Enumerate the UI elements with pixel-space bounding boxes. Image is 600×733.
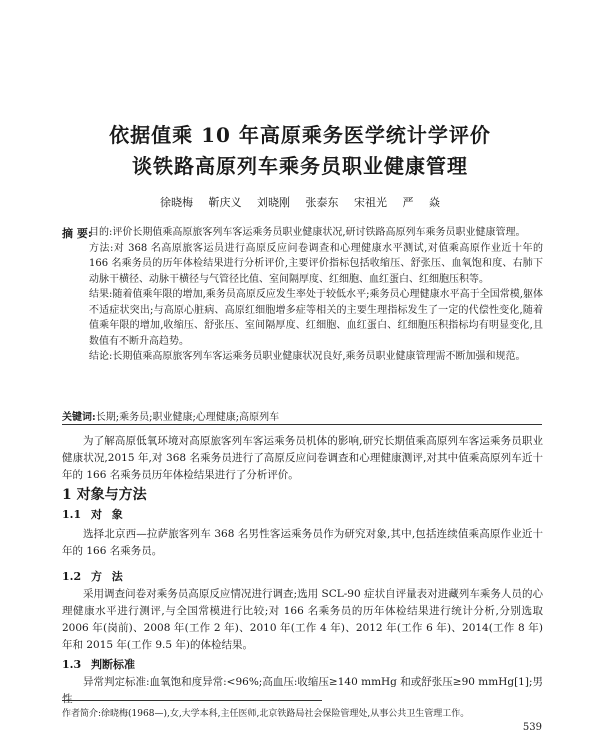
section-heading: 1 对象与方法 bbox=[62, 487, 147, 503]
intro-paragraph: 为了解高原低氧环境对高原旅客列车客运乘务员机体的影响,研究长期值乘高原列车客运乘务员职业健康状况,2015 年,对 368 名乘务员进行了高原反应问卷调查和心理健康测评,对其中值乘高原列车近十年的 166 名乘务员历年体检结果进行了分析评价。 bbox=[62, 435, 543, 481]
abstract-result: 结果:随着值乘年限的增加,乘务员高原反应发生率处于较低水平;乘务员心理健康水平高于全国常模,躯体不适症状突出;与高原心脏病、高原红细胞增多症等相关的主要生理指标发生了一定的代偿性变化,随着值乘年限的增加,收缩压、舒张压、室间隔厚度、红细胞、血红蛋白、红细胞压积指标均有明显变化,且数值有不断升高趋势。 bbox=[89, 289, 543, 347]
keywords-text: 长期;乘务员;职业健康;心理健康;高原列车 bbox=[95, 412, 280, 423]
abstract-purpose: 目的:评价长期值乘高原旅客列车客运乘务员职业健康状况,研讨铁路高原列车乘务员职业健康管理。 bbox=[89, 227, 526, 238]
abstract bbox=[89, 225, 543, 365]
abstract-method: 方法:对 368 名高原旅客运员进行高原反应问卷调查和心理健康水平测试,对值乘高原作业近十年的 166 名乘务员的历年体检结果进行分析评价,主要评价指标包括收缩压、舒张压、血氧饱和度、右肺下动脉干横径、动脉干横径与气管径比值、室间隔厚度、红细胞、血红蛋白、红细胞压积等。 bbox=[89, 242, 543, 285]
subsection-text-1-3: 异常判定标准:血氧饱和度异常:<96%;高血压:收缩压≥140 mmHg 和或舒张压≥90 mmHg[1];男性 bbox=[62, 676, 543, 705]
divider bbox=[62, 424, 542, 425]
footnote-divider bbox=[62, 700, 322, 701]
keywords-label: 关键词: bbox=[62, 412, 96, 423]
keywords bbox=[62, 408, 542, 423]
title-line-2: 谈铁路高原列车乘务员职业健康管理 bbox=[132, 154, 468, 178]
author-footnote: 作者简介:徐晓梅(1968—),女,大学本科,主任医师,北京铁路局社会保险管理处,从事公共卫生管理工作。 bbox=[62, 709, 470, 719]
subsection-text-1-1: 选择北京西—拉萨旅客列车 368 名男性客运乘务员作为研究对象,其中,包括连续值乘高原作业近十年的 166 名乘务员。 bbox=[62, 528, 543, 557]
title-line-1: 依据值乘 10 年高原乘务医学统计学评价 bbox=[109, 123, 491, 147]
subsection-text-1-2: 采用调查问卷对乘务员高原反应情况进行调查;选用 SCL-90 症状自评量表对进藏列车乘务人员的心理健康水平进行测评,与全国常模进行比较;对 166 名乘务员的历年体检结果进行统计分析,分别选取 2006 年(岗前)、2008 年(工作 2 年)、2010 年(工作 4 年)、2012 年(工作 6 年)、2014(工作 8 年)年和 2015 年(工作 9.5 年)的体检结果。 bbox=[62, 588, 543, 651]
page-number: 539 bbox=[522, 722, 542, 733]
subsection-heading-1-3: 1.3 判断标准 bbox=[62, 658, 135, 671]
abstract-label: 摘 要: bbox=[62, 227, 92, 240]
authors: 徐晓梅 靳庆义 刘晓刚 张泰东 宋祖光 严 焱 bbox=[160, 196, 440, 209]
subsection-heading-1-1: 1.1 对 象 bbox=[62, 508, 123, 521]
abstract-conclusion: 结论:长期值乘高原旅客列车客运乘务员职业健康状况良好,乘务员职业健康管理需不断加强和规范。 bbox=[89, 351, 526, 362]
subsection-heading-1-2: 1.2 方 法 bbox=[62, 570, 123, 583]
